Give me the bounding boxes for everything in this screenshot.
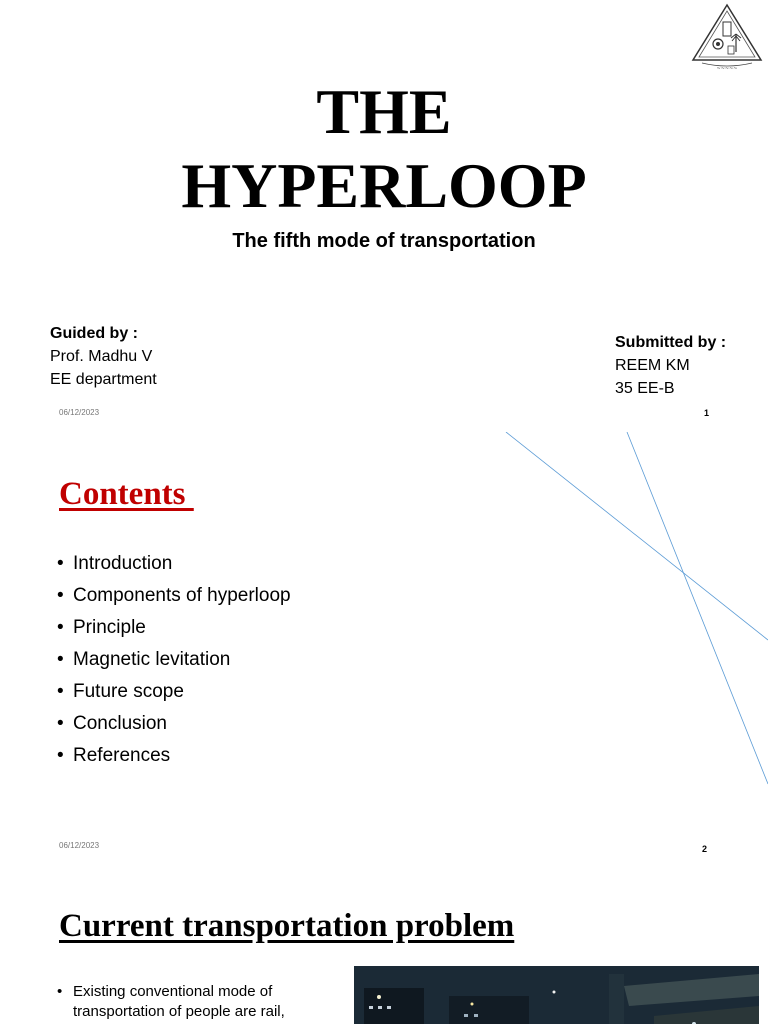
- slide-title-line1: THE: [316, 76, 452, 147]
- slide-date: 06/12/2023: [59, 408, 100, 417]
- guide-department: EE department: [50, 371, 157, 388]
- list-item: • Future scope: [57, 676, 291, 708]
- student-name: REEM KM: [615, 357, 690, 374]
- list-item: • Components of hyperloop: [57, 580, 291, 612]
- list-item: [57, 982, 337, 1022]
- contents-list: [57, 548, 291, 772]
- svg-text:~~~~~: ~~~~~: [716, 66, 738, 72]
- guided-by-label: Guided by :: [50, 325, 138, 342]
- guided-by-block: [50, 322, 157, 391]
- contents-slide: [0, 432, 768, 864]
- college-emblem-icon: [690, 2, 764, 74]
- list-item: • Conclusion: [57, 708, 291, 740]
- submitted-by-label: Submitted by :: [615, 334, 727, 351]
- list-item: • Principle: [57, 612, 291, 644]
- list-item: • Introduction: [57, 548, 291, 580]
- student-roll: 35 EE-B: [615, 380, 675, 397]
- slide-number: 1: [704, 408, 710, 418]
- bullet-line: transportation of people are rail,: [73, 1003, 285, 1020]
- title-slide: [0, 0, 768, 432]
- submitted-by-block: [615, 331, 726, 400]
- slide-subtitle: The fifth mode of transportation: [232, 230, 536, 252]
- slide-title-line2: HYPERLOOP: [181, 150, 587, 221]
- transportation-problem-slide: [0, 864, 768, 1024]
- bullet-line: Existing conventional mode of: [73, 983, 273, 1000]
- guide-name: Prof. Madhu V: [50, 348, 153, 365]
- night-traffic-photo: [354, 966, 759, 1024]
- list-item: • Magnetic levitation: [57, 644, 291, 676]
- contents-heading: Contents: [59, 476, 194, 512]
- slide-date: 06/12/2023: [59, 841, 100, 850]
- bullet-list: [57, 982, 337, 1022]
- slide-heading: Current transportation problem: [59, 908, 515, 944]
- list-item: • References: [57, 740, 291, 772]
- slide-number: 2: [702, 844, 708, 854]
